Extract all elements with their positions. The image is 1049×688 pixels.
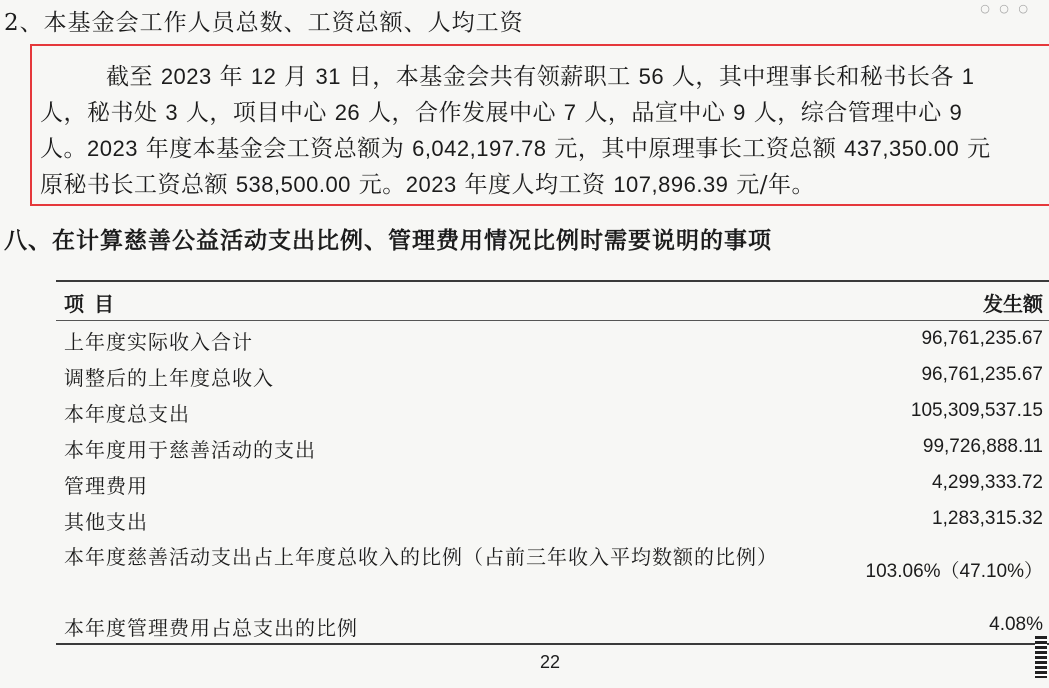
- header-amount: 发生额: [983, 292, 1043, 316]
- row-label: 上年度实际收入合计: [64, 330, 253, 354]
- paragraph-line-1: 截至 2023 年 12 月 31 日，本基金会共有领薪职工 56 人，其中理事长和秘书长各 1: [106, 64, 975, 90]
- table-row: [56, 540, 1049, 602]
- header-item: 项目: [64, 292, 124, 316]
- qr-code-icon: [1035, 636, 1047, 678]
- page-number: 22: [540, 652, 561, 672]
- row-value: 99,726,888.11: [922, 436, 1043, 457]
- paragraph-line-2: 人，秘书处 3 人，项目中心 26 人，合作发展中心 7 人，品宣中心 9 人，综合管理中心 9: [40, 100, 963, 126]
- row-value: 4.08%: [989, 614, 1043, 635]
- row-value: 105,309,537.15: [910, 400, 1043, 421]
- highlighted-paragraph: [30, 44, 1049, 206]
- paragraph-line-3: 人。2023 年度本基金会工资总额为 6,042,197.78 元，其中原理事长工资总额 437,350.00 元: [40, 136, 991, 162]
- subsection-heading: 2、本基金会工作人员总数、工资总额、人均工资: [4, 10, 524, 36]
- paragraph-line-4: 原秘书长工资总额 538,500.00 元。2023 年度人均工资 107,896.39 元/年。: [40, 172, 815, 198]
- row-label: 本年度总支出: [64, 402, 190, 426]
- table-row: [56, 322, 1049, 356]
- table-row: [56, 608, 1049, 642]
- row-label: 调整后的上年度总收入: [64, 366, 274, 390]
- table-row: [56, 502, 1049, 536]
- row-label: 其他支出: [64, 510, 148, 534]
- table-header: [56, 282, 1049, 321]
- row-value: 4,299,333.72: [932, 472, 1043, 493]
- expense-ratio-table: [56, 280, 1049, 645]
- table-row: [56, 430, 1049, 464]
- row-value: 96,761,235.67: [921, 364, 1043, 385]
- table-row: [56, 394, 1049, 428]
- row-value: 96,761,235.67: [921, 328, 1043, 349]
- more-options-icon[interactable]: ○ ○ ○: [980, 2, 1031, 15]
- table-row: [56, 466, 1049, 500]
- section-heading: 八、在计算慈善公益活动支出比例、管理费用情况比例时需要说明的事项: [4, 227, 772, 254]
- row-value: 103.06%（47.10%）: [865, 561, 1043, 582]
- row-label: 本年度管理费用占总支出的比例: [64, 616, 358, 640]
- table-row: [56, 358, 1049, 392]
- row-label: 管理费用: [64, 474, 148, 498]
- row-label: 本年度用于慈善活动的支出: [64, 438, 316, 462]
- row-value: 1,283,315.32: [932, 508, 1043, 529]
- row-label: 本年度慈善活动支出占上年度总收入的比例（占前三年收入平均数额的比例）: [64, 545, 778, 569]
